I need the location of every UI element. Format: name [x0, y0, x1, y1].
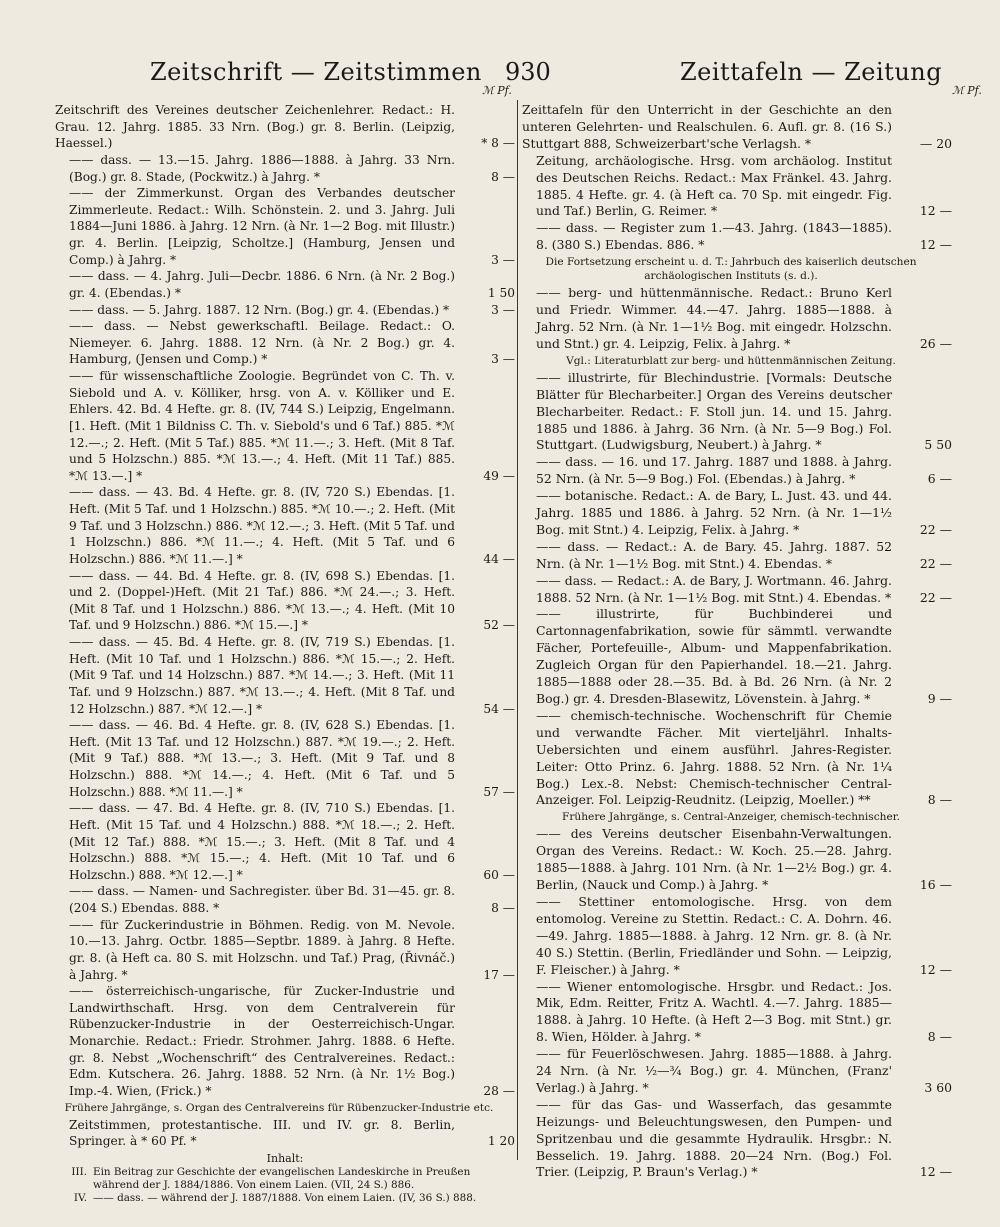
entry-price: 6 —: [927, 471, 952, 487]
currency-unit-left: ℳ Pf.: [482, 84, 512, 97]
left-entries: [55, 102, 515, 1150]
entry-price: 26 —: [919, 335, 952, 351]
entry-text: —— botanische. Redact.: A. de Bary, L. Just. 43. und 44. Jahrg. 1885 und 1886. à Jahrg. 52 Nrn. (à Nr. 1—1½ Bog. mit Stnt.) 4. Leipzig, Felix. à Jahrg. *: [536, 488, 892, 537]
catalog-entry: [522, 708, 952, 809]
right-entries: [522, 102, 952, 1181]
left-column: [55, 102, 515, 1205]
entry-text: —— dass. — 5. Jahrg. 1887. 12 Nrn. (Bog.) gr. 4. (Ebendas.) *: [69, 302, 450, 317]
entry-price: 8 —: [491, 169, 515, 184]
entry-price: 54 —: [483, 701, 515, 716]
entry-price: 16 —: [919, 877, 952, 893]
catalog-entry: [55, 302, 515, 319]
entry-price: 49 —: [483, 468, 515, 483]
entry-price: 22 —: [919, 521, 952, 537]
inhalt-text: —— dass. — während der J. 1887/1888. Von einem Laien. (IV, 36 S.) 888.: [93, 1191, 477, 1204]
entry-price: 12 —: [919, 961, 952, 977]
catalog-entry: [522, 539, 952, 573]
header-right-title: Zeittafeln — Zeitung: [680, 58, 943, 86]
entry-text: —— dass. — 44. Bd. 4 Hefte. gr. 8. (IV, 698 S.) Ebendas. [1. und 2. (Doppel-)Heft. (Mit 21 Taf.) 886. *ℳ 24.—.; 3. Heft. (Mit 8 Taf. und 1 Holzschn.) 886. *ℳ 13.—.; 4. Heft. (Mit 10 Taf. und 9 Holzschn.) 886. *ℳ 15.—.] *: [69, 568, 455, 633]
catalog-entry: [55, 185, 515, 268]
catalog-entry: [55, 568, 515, 635]
entry-text: —— für Feuerlöschwesen. Jahrg. 1885—1888. à Jahrg. 24 Nrn. (à Nr. ½—¾ Bog.) gr. 4. München, (Franz' Verlag.) à Jahrg. *: [536, 1046, 892, 1095]
catalog-entry: [522, 1097, 952, 1182]
entry-text: —— dass. — 46. Bd. 4 Hefte. gr. 8. (IV, 628 S.) Ebendas. [1. Heft. (Mit 13 Taf. und 12 Holzschn.) 887. *ℳ 19.—.; 2. Heft. (Mit 9 Taf.) 888. *ℳ 13.—.; 3. Heft. (Mit 9 Taf. und 8 Holzschn.) 888. *ℳ 14.—.; 4. Heft. (Mit 6 Taf. und 5 Holzschn.) 888. *ℳ 11.—.] *: [69, 718, 455, 799]
catalog-entry: [55, 368, 515, 484]
entry-price: 28 —: [483, 1083, 515, 1098]
inhalt-row: [55, 1166, 515, 1192]
catalog-entry: [522, 153, 952, 221]
entry-text: Zeittafeln für den Unterricht in der Geschichte an den unteren Gelehrten- und Realschulen. 6. Aufl. gr. 8. (16 S.) Stuttgart 888, Schweizerbart'sche Verlagsh. *: [522, 102, 892, 151]
catalog-entry: [522, 370, 952, 455]
catalog-entry: [55, 318, 515, 368]
header-left-title: Zeitschrift — Zeitstimmen: [150, 58, 482, 86]
entry-text: —— für Zuckerindustrie in Böhmen. Redig. von M. Nevole. 10.—13. Jahrg. Octbr. 1885—Septbr. 1889. à Jahrg. 8 Hefte. gr. 8. (à Heft ca. 80 S. mit Holzschn. und Taf.) Prag, (Řivnáč.) à Jahrg. *: [69, 917, 455, 982]
catalog-entry: [522, 606, 952, 707]
entry-text: —— der Zimmerkunst. Organ des Verbandes deutscher Zimmerleute. Redact.: Wilh. Schönstein. 2. und 3. Jahrg. Juli 1884—Juni 1886. à Jahrg. 12 Nrn. (à Nr. 1—2 Bog. mit Illustr.) gr. 4. Berlin. [Leipzig, Scholtze.] (Hamburg, Jensen und Comp.) à Jahrg. *: [69, 186, 455, 267]
entry-price: 12 —: [919, 203, 952, 219]
right-column: [522, 102, 952, 1181]
catalog-entry: [55, 800, 515, 883]
catalog-entry: [522, 454, 952, 488]
catalog-entry: [522, 1046, 952, 1097]
catalog-note: Vgl.: Literaturblatt zur berg- und hüttenmännischen Zeitung.: [566, 354, 896, 367]
entry-price: 3 60: [924, 1079, 952, 1095]
entry-text: Zeitung, archäologische. Hrsg. vom archäolog. Institut des Deutschen Reichs. Redact.: Max Fränkel. 43. Jahrg. 1885. 4 Hefte. gr. 4. (à Heft ca. 70 Sp. mit eingedr. Fig. und Taf.) Berlin, G. Reimer. *: [536, 152, 892, 219]
catalog-entry: [522, 285, 952, 353]
entry-price: 8 —: [927, 792, 952, 808]
entry-price: 12 —: [919, 237, 952, 253]
entry-text: —— österreichisch-ungarische, für Zucker-Industrie und Landwirthschaft. Hrsg. von dem Centralverein für Rübenzucker-Industrie in der Oesterreichisch-Ungar. Monarchie. Redact.: Friedr. Strohmer. Jahrg. 1888. 6 Hefte. gr. 8. Nebst „Wochenschrift“ des Centralvereines. Redact.: Edm. Kutschera. 26. Jahrg. 1888. 52 Nrn. (à Nr. 1½ Bog.) Imp.-4. Wien, (Frick.) *: [69, 984, 455, 1098]
catalog-entry: [522, 979, 952, 1047]
inhalt-row: [55, 1192, 515, 1205]
entry-text: —— dass. — 4. Jahrg. Juli—Decbr. 1886. 6 Nrn. (à Nr. 2 Bog.) gr. 4. (Ebendas.) *: [69, 269, 455, 300]
catalog-entry: [55, 152, 515, 185]
currency-unit-right: ℳ Pf.: [952, 84, 982, 97]
inhalt-volume: IV.: [73, 1191, 87, 1204]
catalog-entry: [522, 220, 952, 254]
entry-price: * 8 —: [481, 136, 515, 151]
column-divider: [517, 100, 518, 1160]
entry-price: 52 —: [483, 618, 515, 633]
entry-text: —— dass. — Redact.: A. de Bary, J. Wortmann. 46. Jahrg. 1888. 52 Nrn. (à Nr. 1—1½ Bog. mit Stnt.) 4. Ebendas. *: [536, 572, 892, 605]
catalog-note: Die Fortsetzung erscheint u. d. T.: Jahrbuch des kaiserlich deutschen archäologischen Instituts (s. d.).: [545, 256, 917, 283]
catalog-entry: [55, 634, 515, 717]
entry-text: —— illustrirte, für Buchbinderei und Cartonnagenfabrikation, sowie für sämmtl. verwandte Fächer, Portefeuille-, Album- und Mappenfabrikation. Zugleich Organ für den Papierhandel. 18.—21. Jahrg. 1885—1888 oder 28.—35. Bd. à Bd. 26 Nrn. (à Nr. 2 Bog.) gr. 4. Dresden-Blasewitz, Lövenstein. à Jahrg. *: [536, 606, 892, 706]
entry-text: —— für wissenschaftliche Zoologie. Begründet von C. Th. v. Siebold und A. v. Kölliker, hrsg. von A. v. Kölliker und E. Ehlers. 42. Bd. 4 Hefte. gr. 8. (IV, 744 S.) Leipzig, Engelmann. [1. Heft. (Mit 1 Bildniss C. Th. v. Siebold's und 6 Taf.) 885. *ℳ 12.—.; 2. Heft. (Mit 5 Taf.) 885. *ℳ 11.—.; 3. Heft. (Mit 8 Taf. und 5 Holzschn.) 885. *ℳ 13.—.; 4. Heft. (Mit 11 Taf.) 885. *ℳ 13.—.] *: [69, 369, 455, 483]
entry-text: —— dass. — 45. Bd. 4 Hefte. gr. 8. (IV, 719 S.) Ebendas. [1. Heft. (Mit 10 Taf. und 1 Holzschn.) 886. *ℳ 15.—.; 2. Heft. (Mit 9 Taf. und 14 Holzschn.) 887. *ℳ 14.—.; 3. Heft. (Mit 11 Taf. und 9 Holzschn.) 887. *ℳ 13.—.; 4. Heft. (Mit 8 Taf. und 12 Holzschn.) 887. *ℳ 12.—.] *: [69, 635, 455, 716]
catalog-entry: [55, 883, 515, 916]
catalog-entry: [55, 484, 515, 567]
entry-price: 3 —: [491, 352, 515, 367]
entry-price: 8 —: [491, 901, 515, 915]
entry-price: 3 —: [491, 302, 515, 317]
catalog-note: Frühere Jahrgänge, s. Organ des Centralvereins für Rübenzucker-Industrie etc.: [64, 1101, 494, 1114]
entry-price: 1 50: [487, 285, 515, 300]
catalog-entry: [55, 268, 515, 301]
entry-price: 5 50: [924, 437, 952, 453]
catalog-entry: [55, 102, 515, 152]
entry-text: —— dass. — Nebst gewerkschaftl. Beilage. Redact.: O. Niemeyer. 6. Jahrg. 1888. 12 Nrn. (à Nr. 2 Bog.) gr. 4. Hamburg, (Jensen und Comp.) *: [69, 319, 455, 367]
catalog-entry: [522, 488, 952, 539]
entry-text: —— dass. — Register zum 1.—43. Jahrg. (1843—1885). 8. (380 S.) Ebendas. 886. *: [536, 220, 892, 253]
catalog-entry: [522, 894, 952, 979]
entry-price: 57 —: [483, 784, 515, 799]
entry-text: —— Stettiner entomologische. Hrsg. von dem entomolog. Vereine zu Stettin. Redact.: C. A. Dohrn. 46.—49. Jahrg. 1885—1888. à Jahrg. 12 Nrn. gr. 8. (à Nr. 40 S.) Stettin. (Berlin, Friedländer und Sohn. — Leipzig, F. Fleischer.) à Jahrg. *: [536, 893, 892, 977]
catalog-note: Frühere Jahrgänge, s. Central-Anzeiger, chemisch-technischer.: [561, 811, 900, 824]
catalog-entry: [55, 917, 515, 984]
entry-text: —— dass. — 43. Bd. 4 Hefte. gr. 8. (IV, 720 S.) Ebendas. [1. Heft. (Mit 5 Taf. und 1 Holzschn.) 885. *ℳ 10.—.; 2. Heft. (Mit 9 Taf. und 3 Holzschn.) 886. *ℳ 12.—.; 3. Heft. (Mit 5 Taf. und 1 Holzschn.) 886. *ℳ 11.—.; 4. Heft. (Mit 5 Taf. und 6 Holzschn.) 886. *ℳ 11.—.] *: [69, 485, 455, 566]
entry-text: —— des Vereins deutscher Eisenbahn-Verwaltungen. Organ des Vereins. Redact.: W. Koch. 25.—28. Jahrg. 1885—1888. à Jahrg. 101 Nrn. (à Nr. 1—2½ Bog.) gr. 4. Berlin, (Nauck und Comp.) à Jahrg. *: [536, 826, 892, 893]
inhalt-list: [55, 1166, 515, 1205]
page-number: 930: [505, 58, 551, 86]
entry-price: 3 —: [491, 252, 515, 267]
entry-text: —— dass. — Redact.: A. de Bary. 45. Jahrg. 1887. 52 Nrn. (à Nr. 1—1½ Bog. mit Stnt.) 4. Ebendas. *: [536, 538, 892, 571]
catalog-entry: [55, 1117, 515, 1150]
entry-text: —— dass. — 16. und 17. Jahrg. 1887 und 1888. à Jahrg. 52 Nrn. (à Nr. 5—9 Bog.) Fol. (Ebendas.) à Jahrg. *: [536, 454, 892, 487]
entry-price: 17 —: [483, 967, 515, 982]
catalog-entry: [55, 717, 515, 800]
entry-text: —— illustrirte, für Blechindustrie. [Vormals: Deutsche Blätter für Blecharbeiter.] Organ des Vereins deutscher Blecharbeiter. Redact.: F. Stoll jun. 14. und 15. Jahrg. 1885 und 1886. à Jahrg. 36 Nrn. (à Nr. 5—9 Bog.) Fol. Stuttgart. (Ludwigsburg, Neubert.) à Jahrg. *: [536, 369, 892, 453]
entry-price: 22 —: [919, 589, 952, 605]
entry-price: 22 —: [919, 555, 952, 571]
entry-text: —— für das Gas- und Wasserfach, das gesammte Heizungs- und Beleuchtungswesen, den Pumpen- und Spritzenbau und die gesammte Hydraulik. Hrsgbr.: N. Besselich. 19. Jahrg. 1888. 20—24 Nrn. (Bog.) Fol. Trier. (Leipzig, P. Braun's Verlag.) *: [536, 1096, 892, 1180]
entry-price: 12 —: [919, 1164, 952, 1180]
entry-price: 8 —: [927, 1029, 952, 1045]
entry-price: 44 —: [483, 551, 515, 566]
entry-price: 9 —: [927, 691, 952, 706]
catalog-entry: [522, 826, 952, 894]
entry-text: Zeitstimmen, protestantische. III. und IV. gr. 8. Berlin, Springer. à * 60 Pf. *: [69, 1117, 455, 1149]
entry-text: —— Wiener entomologische. Hrsgbr. und Redact.: Jos. Mik, Edm. Reitter, Fritz A. Wachtl. 4.—7. Jahrg. 1885—1888. à Jahrg. 10 Hefte. (à Heft 2—3 Bog. mit Stnt.) gr. 8. Wien, Hölder. à Jahrg. *: [536, 978, 892, 1045]
catalog-entry: [55, 983, 515, 1099]
entry-text: Zeitschrift des Vereines deutscher Zeichenlehrer. Redact.: H. Grau. 12. Jahrg. 1885. 33 Nrn. (Bog.) gr. 8. Berlin. (Leipzig, Haessel.): [55, 103, 455, 151]
entry-text: —— dass. — 13.—15. Jahrg. 1886—1888. à Jahrg. 33 Nrn. (Bog.) gr. 8. Stade, (Pockwitz.) à Jahrg. *: [69, 152, 455, 184]
entry-text: —— berg- und hüttenmännische. Redact.: Bruno Kerl und Friedr. Wimmer. 44.—47. Jahrg. 1885—1888. à Jahrg. 52 Nrn. (à Nr. 1—1½ Bog. mit eingedr. Holzschn. und Stnt.) gr. 4. Leipzig, Felix. à Jahrg. *: [536, 285, 892, 351]
entry-text: —— chemisch-technische. Wochenschrift für Chemie und verwandte Fächer. Mit vierteljährl. Inhalts-Uebersichten und einem ausführl. Jahres-Register. Leiter: Otto Prinz. 6. Jahrg. 1888. 52 Nrn. (à Nr. 1¼ Bog.) Lex.-8. Nebst: Chemisch-technischer Central-Anzeiger. Fol. Leipzig-Reudnitz. (Leipzig, Moeller.) **: [536, 707, 892, 808]
catalog-entry: [522, 573, 952, 607]
inhalt-volume: III.: [71, 1165, 87, 1178]
inhalt-text: Ein Beitrag zur Geschichte der evangelischen Landeskirche in Preußen während der J. 1884/1886. Von einem Laien. (VII, 24 S.) 886.: [93, 1165, 471, 1191]
entry-price: 1 20: [487, 1134, 515, 1149]
entry-price: 60 —: [483, 867, 515, 882]
inhalt-title: Inhalt:: [266, 1151, 304, 1165]
entry-text: —— dass. — 47. Bd. 4 Hefte. gr. 8. (IV, 710 S.) Ebendas. [1. Heft. (Mit 15 Taf. und 4 Holzschn.) 888. *ℳ 18.—.; 2. Heft. (Mit 12 Taf.) 888. *ℳ 15.—.; 3. Heft. (Mit 8 Taf. und 4 Holzschn.) 888. *ℳ 15.—.; 4. Heft. (Mit 10 Taf. und 6 Holzschn.) 888. *ℳ 12.—.] *: [69, 801, 455, 882]
entry-price: — 20: [919, 135, 952, 151]
entry-text: —— dass. — Namen- und Sachregister. über Bd. 31—45. gr. 8. (204 S.) Ebendas. 888. *: [69, 884, 455, 915]
catalog-entry: [522, 102, 952, 153]
